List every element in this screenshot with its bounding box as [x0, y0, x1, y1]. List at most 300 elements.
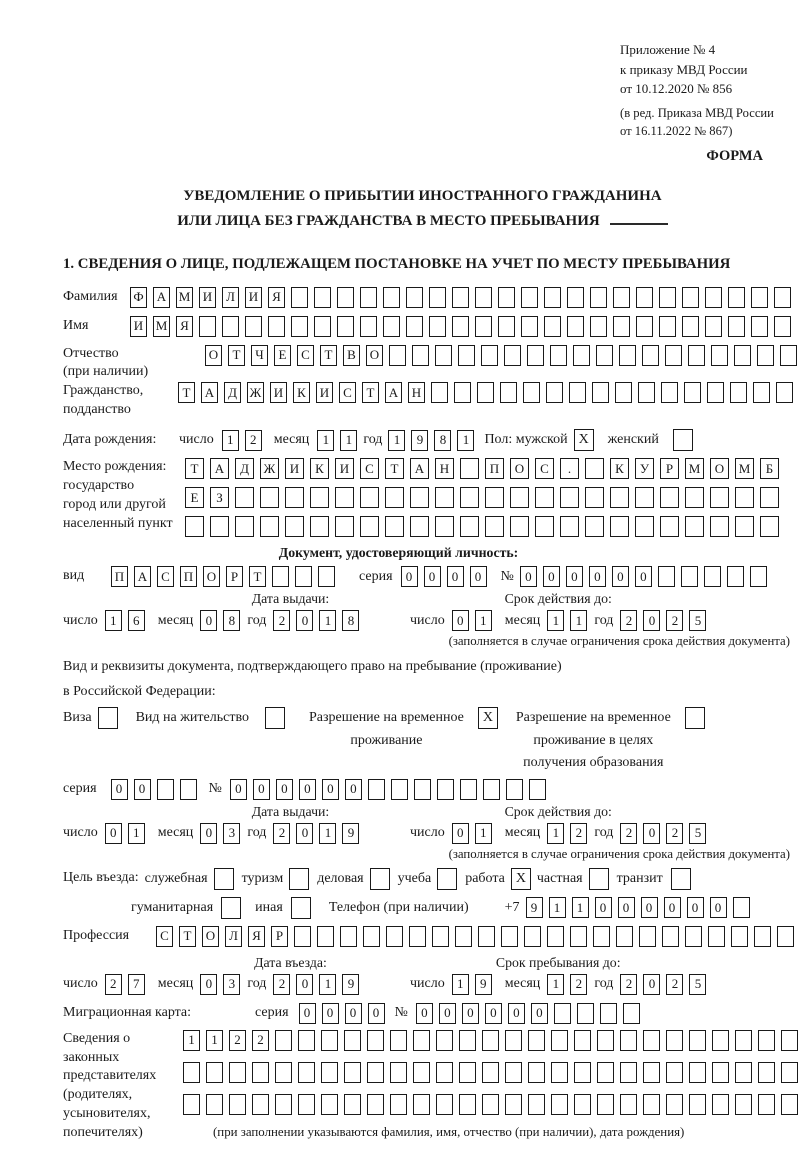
char-cell[interactable]: 0 [230, 779, 247, 800]
char-cell[interactable]: П [485, 458, 504, 479]
char-cell[interactable]: Р [271, 926, 288, 947]
char-cell[interactable] [460, 779, 477, 800]
char-cell[interactable]: . [560, 458, 579, 479]
char-cell[interactable]: 1 [547, 610, 564, 631]
char-cell[interactable]: О [202, 926, 219, 947]
char-cell[interactable] [682, 287, 699, 308]
checkbox-temp-residence[interactable]: X [478, 707, 498, 729]
char-cell[interactable]: С [157, 566, 174, 587]
char-cell[interactable] [597, 1030, 614, 1051]
char-cell[interactable]: С [360, 458, 379, 479]
char-cell[interactable]: 0 [345, 1003, 362, 1024]
char-cell[interactable] [252, 1062, 269, 1083]
char-cell[interactable] [685, 487, 704, 508]
char-cell[interactable] [344, 1094, 361, 1115]
char-cell[interactable]: Л [222, 287, 239, 308]
char-cell[interactable]: 1 [128, 823, 145, 844]
char-cell[interactable] [585, 487, 604, 508]
char-cell[interactable]: 1 [572, 897, 589, 918]
char-cell[interactable]: В [343, 345, 360, 366]
char-cell[interactable] [498, 287, 515, 308]
char-cell[interactable] [547, 926, 564, 947]
char-cell[interactable] [596, 345, 613, 366]
char-cell[interactable] [429, 287, 446, 308]
char-cell[interactable] [298, 1094, 315, 1115]
checkbox-visa[interactable] [98, 707, 118, 729]
char-cell[interactable] [478, 926, 495, 947]
char-cell[interactable] [482, 1030, 499, 1051]
char-cell[interactable]: 8 [342, 610, 359, 631]
char-cell[interactable] [435, 345, 452, 366]
char-cell[interactable] [383, 316, 400, 337]
char-cell[interactable] [560, 487, 579, 508]
char-cell[interactable] [386, 926, 403, 947]
char-cell[interactable]: 0 [276, 779, 293, 800]
char-cell[interactable] [391, 779, 408, 800]
char-cell[interactable] [704, 566, 721, 587]
char-cell[interactable]: 2 [666, 823, 683, 844]
char-cell[interactable]: О [205, 345, 222, 366]
char-cell[interactable]: Т [185, 458, 204, 479]
char-cell[interactable]: А [385, 382, 402, 403]
char-cell[interactable] [662, 926, 679, 947]
char-cell[interactable]: И [199, 287, 216, 308]
char-cell[interactable] [452, 287, 469, 308]
char-cell[interactable] [573, 345, 590, 366]
char-cell[interactable] [337, 287, 354, 308]
char-cell[interactable]: 2 [620, 823, 637, 844]
char-cell[interactable] [574, 1062, 591, 1083]
char-cell[interactable] [260, 487, 279, 508]
char-cell[interactable] [705, 316, 722, 337]
char-cell[interactable]: 0 [508, 1003, 525, 1024]
char-cell[interactable] [360, 516, 379, 537]
char-cell[interactable] [734, 345, 751, 366]
char-cell[interactable]: 5 [689, 823, 706, 844]
char-cell[interactable] [781, 1062, 798, 1083]
checkbox-other[interactable] [291, 897, 311, 919]
char-cell[interactable] [521, 316, 538, 337]
char-cell[interactable]: А [410, 458, 429, 479]
char-cell[interactable] [431, 382, 448, 403]
char-cell[interactable]: Т [385, 458, 404, 479]
char-cell[interactable] [730, 382, 747, 403]
char-cell[interactable] [260, 516, 279, 537]
char-cell[interactable] [597, 1094, 614, 1115]
char-cell[interactable] [757, 345, 774, 366]
char-cell[interactable] [689, 1062, 706, 1083]
char-cell[interactable]: 1 [317, 430, 334, 451]
char-cell[interactable]: Т [320, 345, 337, 366]
char-cell[interactable] [750, 566, 767, 587]
char-cell[interactable] [597, 1062, 614, 1083]
char-cell[interactable] [510, 516, 529, 537]
char-cell[interactable]: Б [760, 458, 779, 479]
char-cell[interactable] [285, 487, 304, 508]
char-cell[interactable] [613, 316, 630, 337]
char-cell[interactable] [510, 487, 529, 508]
char-cell[interactable]: 2 [620, 974, 637, 995]
char-cell[interactable]: И [245, 287, 262, 308]
checkbox-female[interactable] [673, 429, 693, 451]
char-cell[interactable]: 8 [434, 430, 451, 451]
char-cell[interactable] [544, 316, 561, 337]
checkbox-official[interactable] [214, 868, 234, 890]
char-cell[interactable]: 1 [319, 610, 336, 631]
char-cell[interactable]: 0 [589, 566, 606, 587]
char-cell[interactable] [368, 779, 385, 800]
char-cell[interactable] [180, 779, 197, 800]
char-cell[interactable] [711, 345, 728, 366]
char-cell[interactable]: 1 [549, 897, 566, 918]
char-cell[interactable] [521, 287, 538, 308]
char-cell[interactable] [658, 566, 675, 587]
char-cell[interactable]: 9 [342, 974, 359, 995]
char-cell[interactable] [321, 1062, 338, 1083]
char-cell[interactable] [643, 1030, 660, 1051]
char-cell[interactable]: И [270, 382, 287, 403]
char-cell[interactable] [777, 926, 794, 947]
char-cell[interactable] [432, 926, 449, 947]
char-cell[interactable] [610, 487, 629, 508]
char-cell[interactable] [344, 1062, 361, 1083]
char-cell[interactable] [458, 345, 475, 366]
char-cell[interactable]: Е [185, 487, 204, 508]
char-cell[interactable] [389, 345, 406, 366]
char-cell[interactable] [590, 316, 607, 337]
char-cell[interactable]: 0 [687, 897, 704, 918]
char-cell[interactable] [636, 287, 653, 308]
char-cell[interactable] [735, 1030, 752, 1051]
char-cell[interactable] [413, 1094, 430, 1115]
char-cell[interactable] [758, 1062, 775, 1083]
char-cell[interactable]: 2 [273, 823, 290, 844]
char-cell[interactable]: Р [660, 458, 679, 479]
char-cell[interactable] [435, 487, 454, 508]
char-cell[interactable] [385, 516, 404, 537]
char-cell[interactable] [666, 1094, 683, 1115]
char-cell[interactable]: С [339, 382, 356, 403]
char-cell[interactable] [335, 487, 354, 508]
char-cell[interactable] [635, 516, 654, 537]
char-cell[interactable] [615, 382, 632, 403]
char-cell[interactable] [505, 1030, 522, 1051]
char-cell[interactable] [661, 382, 678, 403]
char-cell[interactable]: 2 [105, 974, 122, 995]
char-cell[interactable] [753, 382, 770, 403]
char-cell[interactable]: Н [408, 382, 425, 403]
char-cell[interactable] [452, 316, 469, 337]
char-cell[interactable] [454, 382, 471, 403]
char-cell[interactable]: 2 [666, 974, 683, 995]
char-cell[interactable]: М [176, 287, 193, 308]
char-cell[interactable]: З [210, 487, 229, 508]
char-cell[interactable]: Д [235, 458, 254, 479]
char-cell[interactable] [643, 1062, 660, 1083]
char-cell[interactable] [523, 382, 540, 403]
char-cell[interactable] [666, 1030, 683, 1051]
char-cell[interactable]: Л [225, 926, 242, 947]
char-cell[interactable] [390, 1030, 407, 1051]
checkbox-study[interactable] [437, 868, 457, 890]
char-cell[interactable]: Т [249, 566, 266, 587]
char-cell[interactable]: 6 [128, 610, 145, 631]
char-cell[interactable] [710, 487, 729, 508]
char-cell[interactable]: П [180, 566, 197, 587]
char-cell[interactable] [758, 1030, 775, 1051]
char-cell[interactable]: 0 [200, 610, 217, 631]
char-cell[interactable]: К [293, 382, 310, 403]
char-cell[interactable]: 0 [345, 779, 362, 800]
char-cell[interactable] [727, 566, 744, 587]
char-cell[interactable]: 0 [643, 823, 660, 844]
char-cell[interactable] [409, 926, 426, 947]
char-cell[interactable] [475, 316, 492, 337]
char-cell[interactable] [567, 316, 584, 337]
checkbox-humanitarian[interactable] [221, 897, 241, 919]
char-cell[interactable] [639, 926, 656, 947]
char-cell[interactable] [712, 1030, 729, 1051]
char-cell[interactable]: 0 [296, 610, 313, 631]
char-cell[interactable] [459, 1030, 476, 1051]
char-cell[interactable]: Я [176, 316, 193, 337]
char-cell[interactable]: 0 [485, 1003, 502, 1024]
char-cell[interactable] [199, 316, 216, 337]
char-cell[interactable]: 1 [452, 974, 469, 995]
char-cell[interactable] [235, 516, 254, 537]
char-cell[interactable] [272, 566, 289, 587]
char-cell[interactable] [585, 458, 604, 479]
char-cell[interactable] [483, 779, 500, 800]
char-cell[interactable] [535, 516, 554, 537]
char-cell[interactable] [367, 1062, 384, 1083]
char-cell[interactable] [385, 487, 404, 508]
char-cell[interactable] [482, 1094, 499, 1115]
char-cell[interactable] [314, 316, 331, 337]
char-cell[interactable]: 0 [401, 566, 418, 587]
char-cell[interactable]: О [203, 566, 220, 587]
char-cell[interactable] [294, 926, 311, 947]
char-cell[interactable] [363, 926, 380, 947]
char-cell[interactable] [436, 1062, 453, 1083]
char-cell[interactable] [500, 382, 517, 403]
char-cell[interactable]: Ф [130, 287, 147, 308]
char-cell[interactable] [660, 487, 679, 508]
char-cell[interactable] [504, 345, 521, 366]
char-cell[interactable] [410, 487, 429, 508]
char-cell[interactable]: 0 [322, 779, 339, 800]
char-cell[interactable] [455, 926, 472, 947]
char-cell[interactable]: Ч [251, 345, 268, 366]
char-cell[interactable]: О [710, 458, 729, 479]
char-cell[interactable]: 0 [368, 1003, 385, 1024]
char-cell[interactable] [754, 926, 771, 947]
char-cell[interactable]: 1 [475, 823, 492, 844]
char-cell[interactable]: М [153, 316, 170, 337]
char-cell[interactable]: 1 [340, 430, 357, 451]
char-cell[interactable] [436, 1094, 453, 1115]
char-cell[interactable] [235, 487, 254, 508]
char-cell[interactable] [620, 1094, 637, 1115]
char-cell[interactable] [524, 926, 541, 947]
char-cell[interactable]: Ж [260, 458, 279, 479]
char-cell[interactable]: О [510, 458, 529, 479]
char-cell[interactable]: 9 [411, 430, 428, 451]
char-cell[interactable]: 3 [223, 974, 240, 995]
char-cell[interactable] [321, 1094, 338, 1115]
char-cell[interactable] [344, 1030, 361, 1051]
char-cell[interactable] [360, 287, 377, 308]
char-cell[interactable]: 0 [299, 1003, 316, 1024]
char-cell[interactable] [435, 516, 454, 537]
char-cell[interactable] [544, 287, 561, 308]
char-cell[interactable] [666, 1062, 683, 1083]
char-cell[interactable] [505, 1062, 522, 1083]
char-cell[interactable] [585, 516, 604, 537]
char-cell[interactable] [735, 1094, 752, 1115]
char-cell[interactable] [252, 1094, 269, 1115]
char-cell[interactable]: 0 [424, 566, 441, 587]
checkbox-private[interactable] [589, 868, 609, 890]
char-cell[interactable] [412, 345, 429, 366]
char-cell[interactable] [275, 1030, 292, 1051]
char-cell[interactable]: 2 [620, 610, 637, 631]
char-cell[interactable]: 2 [229, 1030, 246, 1051]
char-cell[interactable]: 0 [612, 566, 629, 587]
char-cell[interactable]: Ж [247, 382, 264, 403]
char-cell[interactable]: Я [268, 287, 285, 308]
char-cell[interactable]: И [316, 382, 333, 403]
char-cell[interactable] [295, 566, 312, 587]
char-cell[interactable] [528, 1030, 545, 1051]
char-cell[interactable]: 0 [200, 823, 217, 844]
char-cell[interactable] [660, 516, 679, 537]
char-cell[interactable]: 0 [296, 974, 313, 995]
char-cell[interactable]: 5 [689, 610, 706, 631]
char-cell[interactable]: 9 [475, 974, 492, 995]
char-cell[interactable] [710, 516, 729, 537]
char-cell[interactable] [527, 345, 544, 366]
char-cell[interactable]: 5 [689, 974, 706, 995]
char-cell[interactable] [298, 1062, 315, 1083]
char-cell[interactable]: 1 [570, 610, 587, 631]
char-cell[interactable] [681, 566, 698, 587]
char-cell[interactable] [291, 316, 308, 337]
char-cell[interactable] [682, 316, 699, 337]
char-cell[interactable]: 0 [543, 566, 560, 587]
char-cell[interactable] [183, 1062, 200, 1083]
char-cell[interactable]: 2 [245, 430, 262, 451]
char-cell[interactable] [613, 287, 630, 308]
char-cell[interactable] [436, 1030, 453, 1051]
char-cell[interactable]: 0 [710, 897, 727, 918]
char-cell[interactable] [551, 1062, 568, 1083]
char-cell[interactable] [340, 926, 357, 947]
char-cell[interactable] [776, 382, 793, 403]
char-cell[interactable] [554, 1003, 571, 1024]
char-cell[interactable] [590, 287, 607, 308]
char-cell[interactable] [619, 345, 636, 366]
char-cell[interactable]: 0 [618, 897, 635, 918]
char-cell[interactable] [210, 516, 229, 537]
char-cell[interactable]: И [335, 458, 354, 479]
char-cell[interactable] [574, 1094, 591, 1115]
char-cell[interactable] [310, 487, 329, 508]
char-cell[interactable]: Р [226, 566, 243, 587]
char-cell[interactable] [506, 779, 523, 800]
char-cell[interactable] [157, 779, 174, 800]
char-cell[interactable]: 1 [547, 823, 564, 844]
char-cell[interactable]: П [111, 566, 128, 587]
char-cell[interactable]: Т [178, 382, 195, 403]
char-cell[interactable] [337, 316, 354, 337]
char-cell[interactable] [659, 316, 676, 337]
char-cell[interactable]: 1 [388, 430, 405, 451]
char-cell[interactable]: К [310, 458, 329, 479]
char-cell[interactable] [610, 516, 629, 537]
char-cell[interactable] [413, 1062, 430, 1083]
char-cell[interactable]: 1 [183, 1030, 200, 1051]
char-cell[interactable] [546, 382, 563, 403]
char-cell[interactable] [712, 1062, 729, 1083]
char-cell[interactable] [459, 1094, 476, 1115]
char-cell[interactable] [222, 316, 239, 337]
checkbox-edu-residence[interactable] [685, 707, 705, 729]
char-cell[interactable] [245, 316, 262, 337]
char-cell[interactable] [712, 1094, 729, 1115]
char-cell[interactable] [620, 1030, 637, 1051]
char-cell[interactable] [731, 926, 748, 947]
char-cell[interactable]: А [134, 566, 151, 587]
char-cell[interactable] [206, 1094, 223, 1115]
char-cell[interactable] [643, 1094, 660, 1115]
char-cell[interactable]: А [210, 458, 229, 479]
char-cell[interactable] [751, 287, 768, 308]
char-cell[interactable] [623, 1003, 640, 1024]
char-cell[interactable] [560, 516, 579, 537]
char-cell[interactable]: 8 [223, 610, 240, 631]
char-cell[interactable] [689, 1094, 706, 1115]
char-cell[interactable] [185, 516, 204, 537]
char-cell[interactable]: 0 [452, 610, 469, 631]
char-cell[interactable] [665, 345, 682, 366]
char-cell[interactable] [314, 287, 331, 308]
char-cell[interactable]: М [685, 458, 704, 479]
char-cell[interactable] [318, 566, 335, 587]
char-cell[interactable] [574, 1030, 591, 1051]
char-cell[interactable] [735, 487, 754, 508]
char-cell[interactable]: 0 [641, 897, 658, 918]
char-cell[interactable]: 7 [128, 974, 145, 995]
char-cell[interactable]: 0 [105, 823, 122, 844]
char-cell[interactable] [268, 316, 285, 337]
char-cell[interactable] [459, 1062, 476, 1083]
char-cell[interactable]: 0 [322, 1003, 339, 1024]
char-cell[interactable] [751, 316, 768, 337]
char-cell[interactable] [505, 1094, 522, 1115]
char-cell[interactable]: Я [248, 926, 265, 947]
char-cell[interactable]: 0 [452, 823, 469, 844]
char-cell[interactable] [705, 287, 722, 308]
char-cell[interactable]: К [610, 458, 629, 479]
char-cell[interactable]: 0 [643, 974, 660, 995]
char-cell[interactable]: 9 [526, 897, 543, 918]
char-cell[interactable]: 0 [595, 897, 612, 918]
char-cell[interactable] [551, 1030, 568, 1051]
char-cell[interactable]: 3 [223, 823, 240, 844]
char-cell[interactable] [460, 487, 479, 508]
char-cell[interactable] [475, 287, 492, 308]
